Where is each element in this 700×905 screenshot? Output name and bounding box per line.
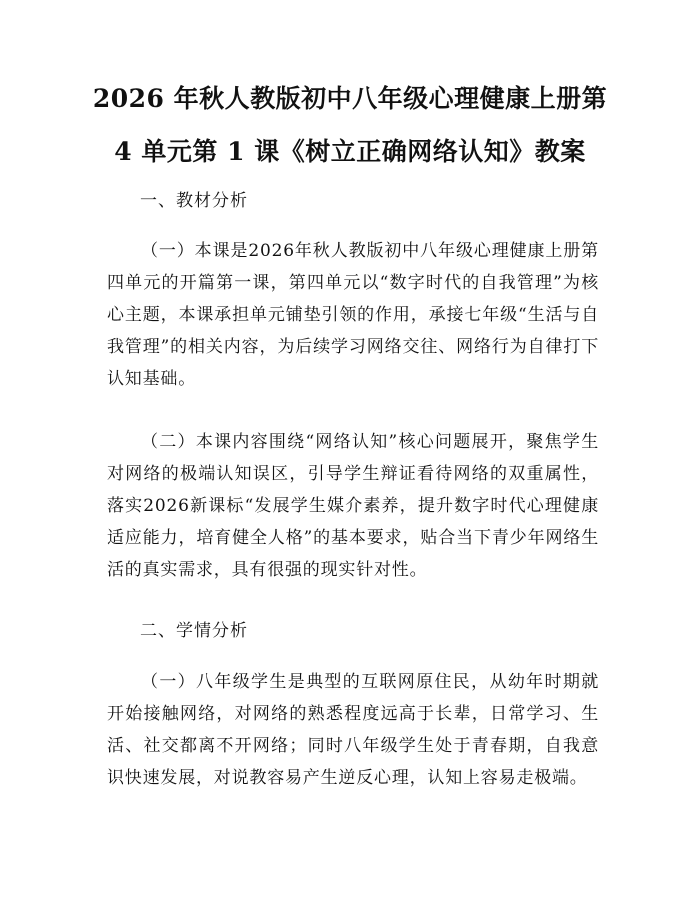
paragraph-textbook-analysis-2: （二）本课内容围绕“网络认知”核心问题展开，聚焦学生对网络的极端认知误区，引导学生辩证看待网络的双重属性，落实2026新课标“发展学生媒介素养，提升数字时代心理健康适应能力，培育健全人格”的基本要求，贴合当下青少年网络生活的真实需求，具有很强的现实针对性。 (107, 432, 599, 580)
document-title-line-2: 4 单元第 1 课《树立正确网络认知》教案 (114, 137, 586, 166)
section-heading-student-analysis: 二、学情分析 (140, 621, 248, 641)
section-heading-textbook-analysis: 一、教材分析 (140, 191, 248, 211)
paragraph-textbook-analysis-1: （一）本课是2026年秋人教版初中八年级心理健康上册第四单元的开篇第一课，第四单元以“数字时代的自我管理”为核心主题，本课承担单元铺垫引领的作用，承接七年级“生活与自我管理”的相关内容，为后续学习网络交往、网络行为自律打下认知基础。 (107, 241, 599, 389)
paragraph-student-analysis-1: （一）八年级学生是典型的互联网原住民，从幼年时期就开始接触网络，对网络的熟悉程度远高于长辈，日常学习、生活、社交都离不开网络；同时八年级学生处于青春期，自我意识快速发展，对说教容易产生逆反心理，认知上容易走极端。 (107, 672, 599, 788)
document-title-line-1: 2026 年秋人教版初中八年级心理健康上册第 (92, 84, 608, 113)
